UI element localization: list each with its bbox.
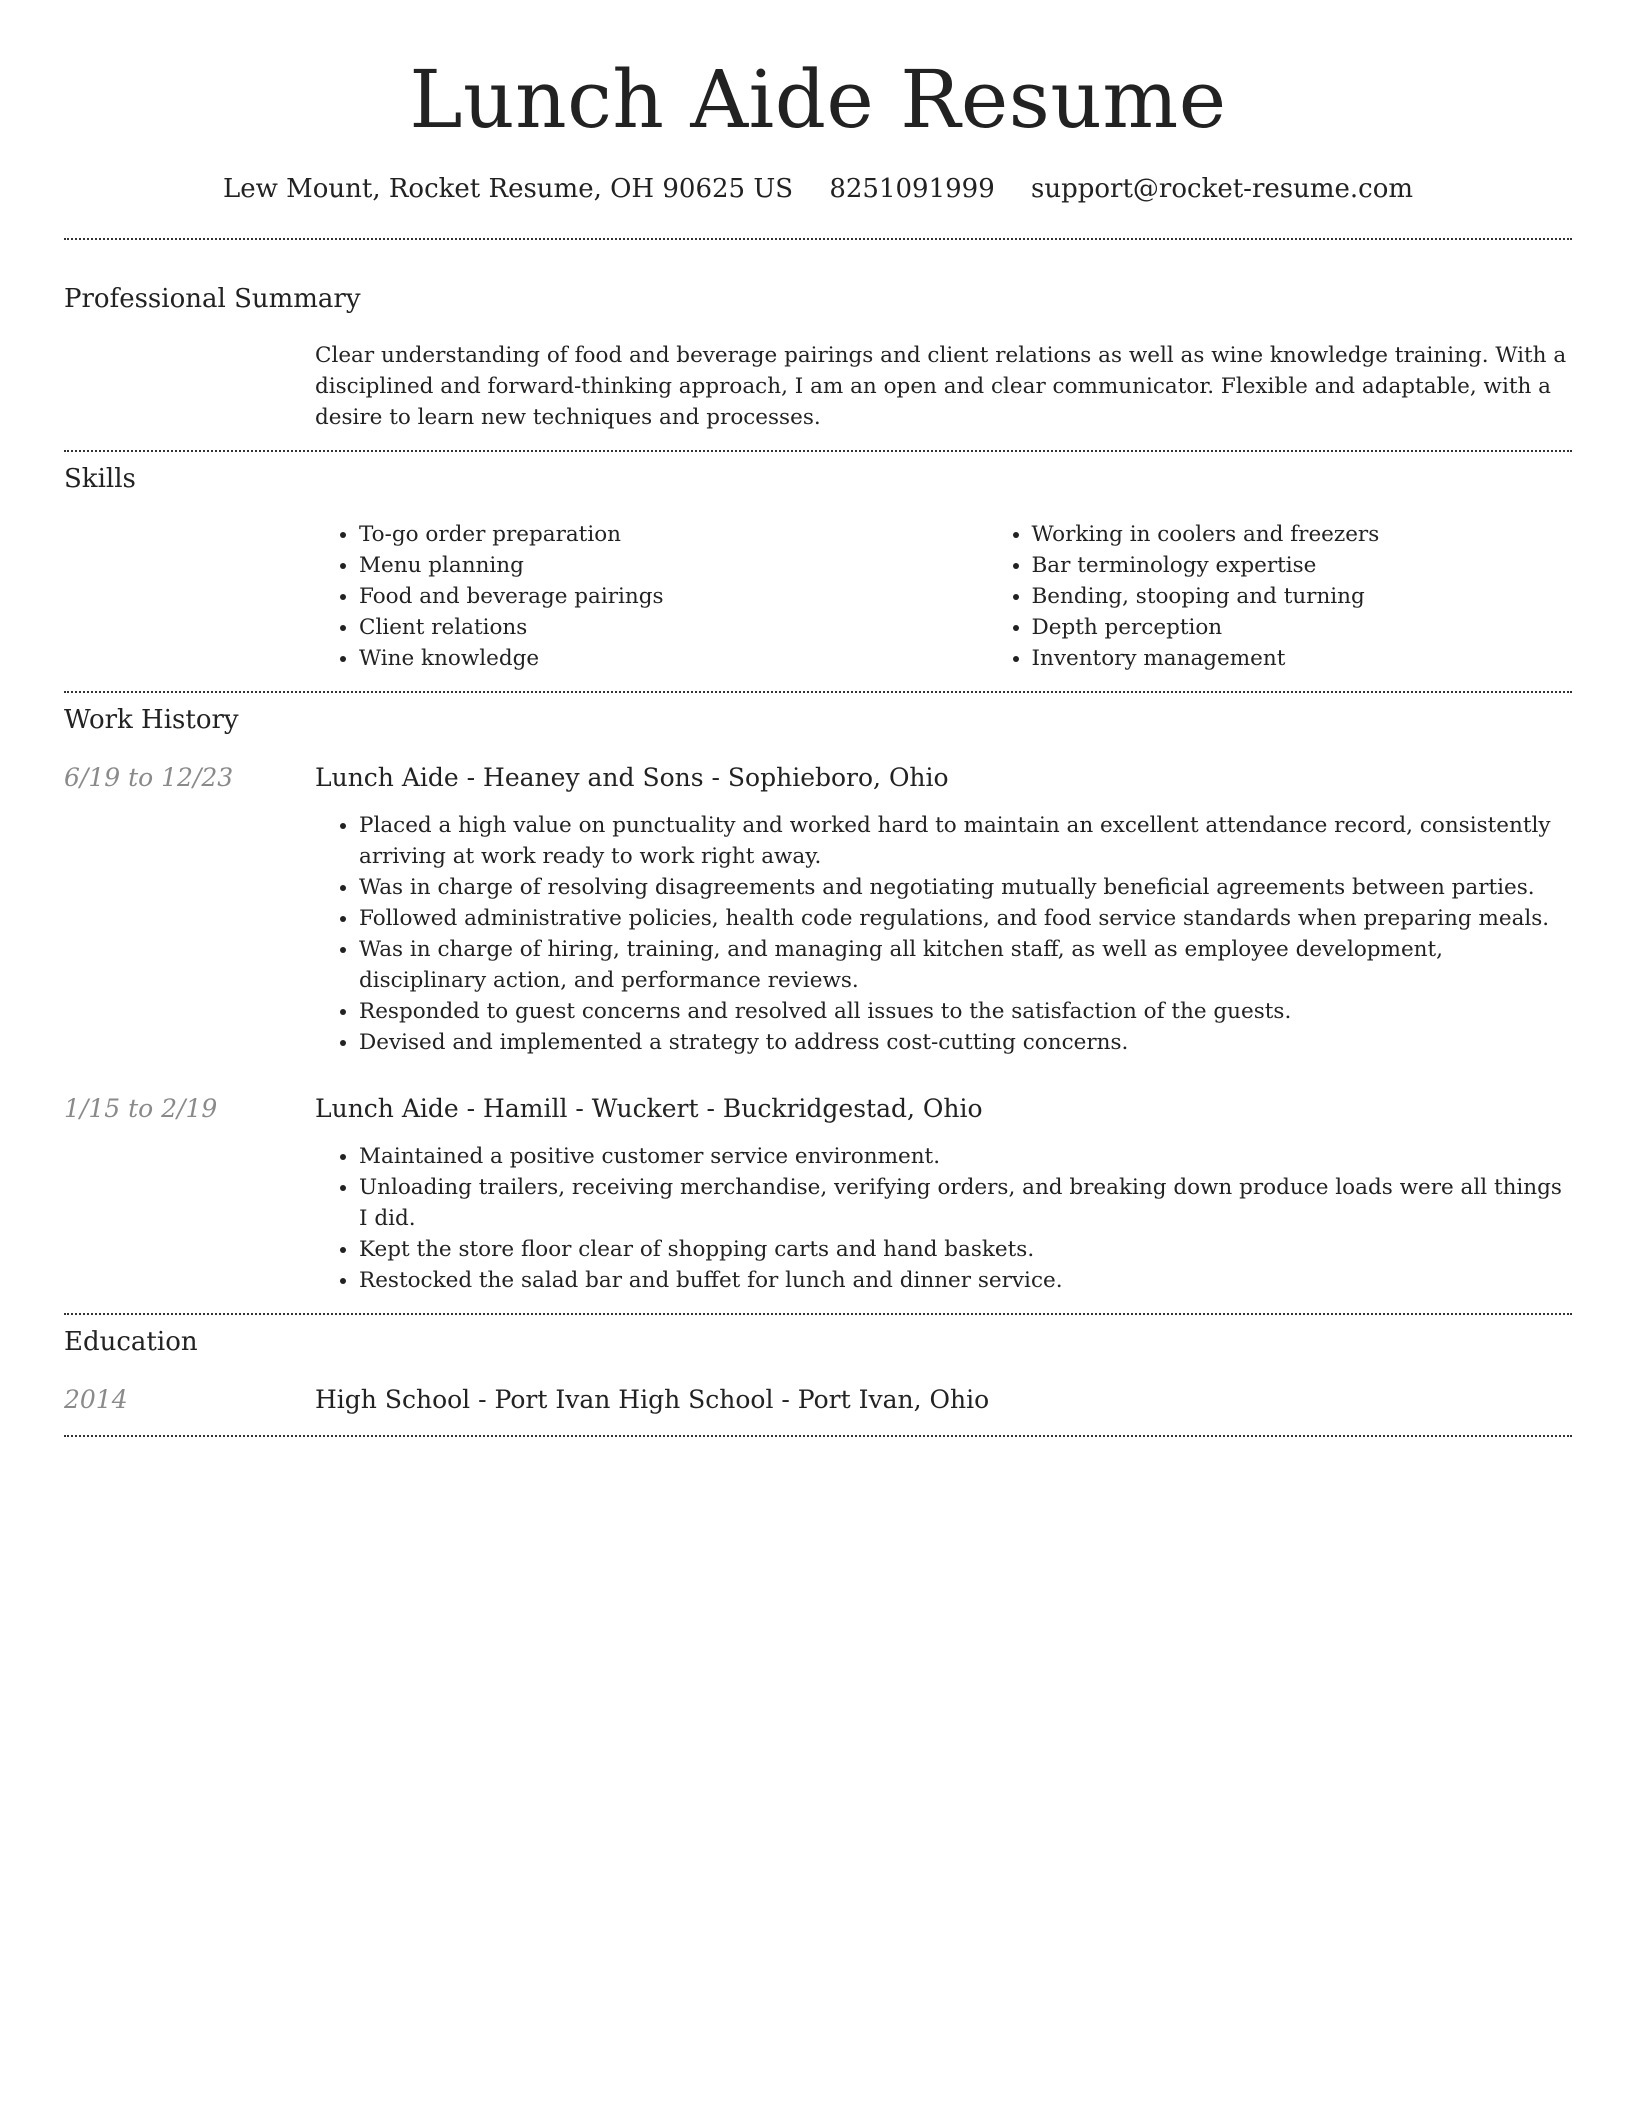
divider — [64, 1435, 1572, 1437]
skills-list-right — [988, 519, 1632, 674]
job-bullet: • Kept the store floor clear of shopping carts and hand baskets. — [359, 1234, 1572, 1265]
skill-item: • Inventory management — [1032, 643, 1632, 674]
resume-page — [64, 0, 1572, 1437]
contact-phone: 8251091999 — [829, 174, 995, 204]
job-dates: 6/19 to 12/23 — [64, 763, 234, 792]
skill-item: • Depth perception — [1032, 612, 1632, 643]
skill-item: • Menu planning — [359, 550, 988, 581]
skill-item: • Working in coolers and freezers — [1032, 519, 1632, 550]
skill-item: • Client relations — [359, 612, 988, 643]
job-bullet: • Responded to guest concerns and resolved all issues to the satisfaction of the guests. — [359, 996, 1572, 1027]
job-title: Lunch Aide - Hamill - Wuckert - Buckridgestad, Ohio — [315, 1094, 983, 1123]
education-entry — [64, 1383, 1572, 1417]
skill-item: • Wine knowledge — [359, 643, 988, 674]
job-bullet: • Devised and implemented a strategy to address cost-cutting concerns. — [359, 1027, 1572, 1058]
skills-section — [64, 462, 1572, 674]
divider — [64, 1313, 1572, 1315]
skill-item: • Bar terminology expertise — [1032, 550, 1632, 581]
education-section — [64, 1325, 1572, 1417]
job-entry — [64, 1092, 1572, 1296]
education-heading: Education — [64, 1327, 198, 1357]
job-bullets — [315, 1141, 1572, 1296]
job-bullet: • Was in charge of resolving disagreements and negotiating mutually beneficial agreements between parties. — [359, 872, 1572, 903]
skill-item: • To-go order preparation — [359, 519, 988, 550]
divider — [64, 238, 1572, 240]
skills-heading: Skills — [64, 464, 136, 494]
summary-left-spacer — [64, 340, 315, 433]
summary-section — [64, 282, 1572, 433]
contact-line — [64, 172, 1572, 206]
resume-title: Lunch Aide Resume — [409, 53, 1227, 146]
job-dates: 1/15 to 2/19 — [64, 1094, 218, 1123]
job-bullet: • Unloading trailers, receiving merchandise, verifying orders, and breaking down produce loads were all things I did. — [359, 1172, 1572, 1234]
job-bullets — [315, 810, 1572, 1058]
skill-item: • Bending, stooping and turning — [1032, 581, 1632, 612]
skill-item: • Food and beverage pairings — [359, 581, 988, 612]
skills-grid — [315, 519, 1572, 674]
divider — [64, 450, 1572, 452]
job-title: Lunch Aide - Heaney and Sons - Sophieboro, Ohio — [315, 763, 949, 792]
job-entry — [64, 761, 1572, 1058]
divider — [64, 691, 1572, 693]
contact-address: Lew Mount, Rocket Resume, OH 90625 US — [222, 174, 794, 204]
skills-list-left — [315, 519, 988, 674]
skills-left-spacer — [64, 519, 315, 674]
summary-text: Clear understanding of food and beverage pairings and client relations as well as wine knowledge training. With a disciplined and forward-thinking approach, I am an open and clear communicator. Flexible and adaptable, with a desire to learn new techniques and processes. — [315, 343, 1567, 430]
summary-heading: Professional Summary — [64, 284, 361, 314]
work-section — [64, 703, 1572, 1296]
job-bullet: • Placed a high value on punctuality and worked hard to maintain an excellent attendance record, consistently arriving at work ready to work right away. — [359, 810, 1572, 872]
job-bullet: • Was in charge of hiring, training, and managing all kitchen staff, as well as employee development, disciplinary action, and performance reviews. — [359, 934, 1572, 996]
education-detail: High School - Port Ivan High School - Port Ivan, Ohio — [315, 1385, 990, 1414]
job-bullet: • Restocked the salad bar and buffet for lunch and dinner service. — [359, 1265, 1572, 1296]
work-heading: Work History — [64, 705, 239, 735]
job-bullet: • Maintained a positive customer service environment. — [359, 1141, 1572, 1172]
job-bullet: • Followed administrative policies, health code regulations, and food service standards when preparing meals. — [359, 903, 1572, 934]
contact-email: support@rocket-resume.com — [1031, 174, 1414, 204]
education-year: 2014 — [64, 1385, 128, 1414]
